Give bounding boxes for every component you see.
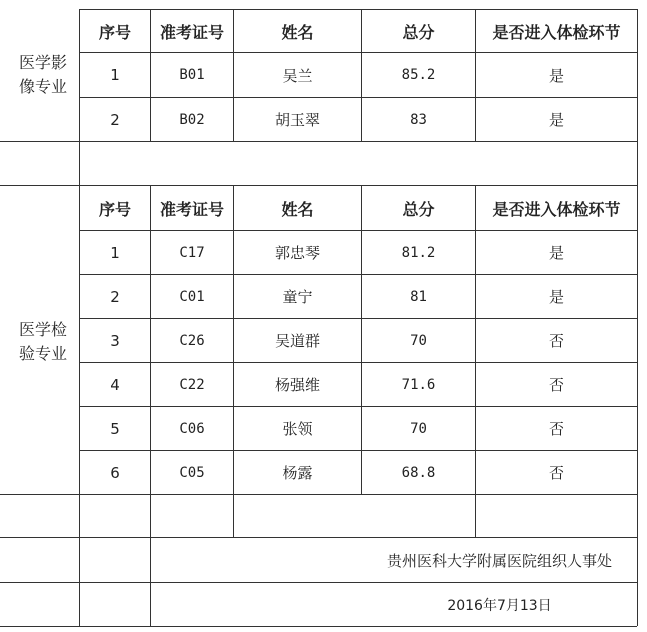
seq-cell: 2	[110, 110, 120, 129]
score-cell: 70	[410, 420, 427, 437]
score-cell: 81	[410, 288, 427, 305]
name-cell: 郭忠琴	[274, 244, 320, 262]
seq-cell: 6	[110, 463, 120, 482]
col-id-header: 准考证号	[159, 22, 224, 42]
col-status-header: 是否进入体检环节	[492, 199, 621, 219]
col-status-header: 是否进入体检环节	[492, 22, 621, 42]
status-cell: 是	[548, 244, 564, 262]
status-cell: 否	[548, 464, 564, 482]
col-seq-header: 序号	[98, 199, 131, 219]
score-cell: 68.8	[401, 464, 436, 481]
score-cell: 83	[410, 111, 427, 128]
score-cell: 81.2	[401, 244, 436, 261]
major-label-imaging: 医学影 像专业	[18, 53, 67, 96]
col-score-header: 总分	[402, 22, 435, 42]
name-cell: 胡玉翠	[274, 111, 320, 129]
name-cell: 杨强维	[274, 376, 320, 394]
col-score-header: 总分	[402, 199, 435, 219]
status-cell: 是	[548, 66, 564, 85]
id-cell: C01	[179, 288, 205, 305]
issue-date: 2016年7月13日	[447, 597, 552, 614]
col-name-header: 姓名	[281, 199, 314, 219]
id-cell: C22	[179, 376, 205, 393]
id-cell: C17	[179, 244, 205, 261]
name-cell: 吴兰	[282, 66, 313, 85]
status-cell: 否	[548, 332, 564, 350]
name-cell: 杨露	[282, 464, 313, 482]
issuing-organization: 贵州医科大学附属医院组织人事处	[386, 551, 612, 570]
name-cell: 张领	[282, 420, 313, 438]
seq-cell: 1	[110, 66, 120, 84]
col-seq-header: 序号	[98, 22, 131, 42]
score-cell: 70	[410, 332, 427, 349]
name-cell: 童宁	[282, 288, 313, 306]
id-cell: B02	[179, 111, 205, 128]
id-cell: C05	[179, 464, 205, 481]
score-cell: 71.6	[401, 376, 436, 393]
score-cell: 85.2	[401, 67, 436, 83]
name-cell: 吴道群	[274, 332, 320, 350]
status-cell: 是	[548, 288, 564, 306]
seq-cell: 4	[110, 375, 120, 394]
seq-cell: 2	[110, 287, 120, 306]
id-cell: C06	[179, 420, 205, 437]
status-cell: 否	[548, 420, 564, 438]
status-cell: 否	[548, 376, 564, 394]
major-label-laboratory: 医学检 验专业	[18, 320, 67, 363]
status-cell: 是	[548, 111, 564, 129]
seq-cell: 5	[110, 419, 120, 438]
col-name-header: 姓名	[281, 22, 314, 42]
seq-cell: 3	[110, 331, 120, 350]
seq-cell: 1	[110, 243, 120, 262]
id-cell: B01	[179, 67, 205, 83]
id-cell: C26	[179, 332, 205, 349]
col-id-header: 准考证号	[159, 199, 224, 219]
